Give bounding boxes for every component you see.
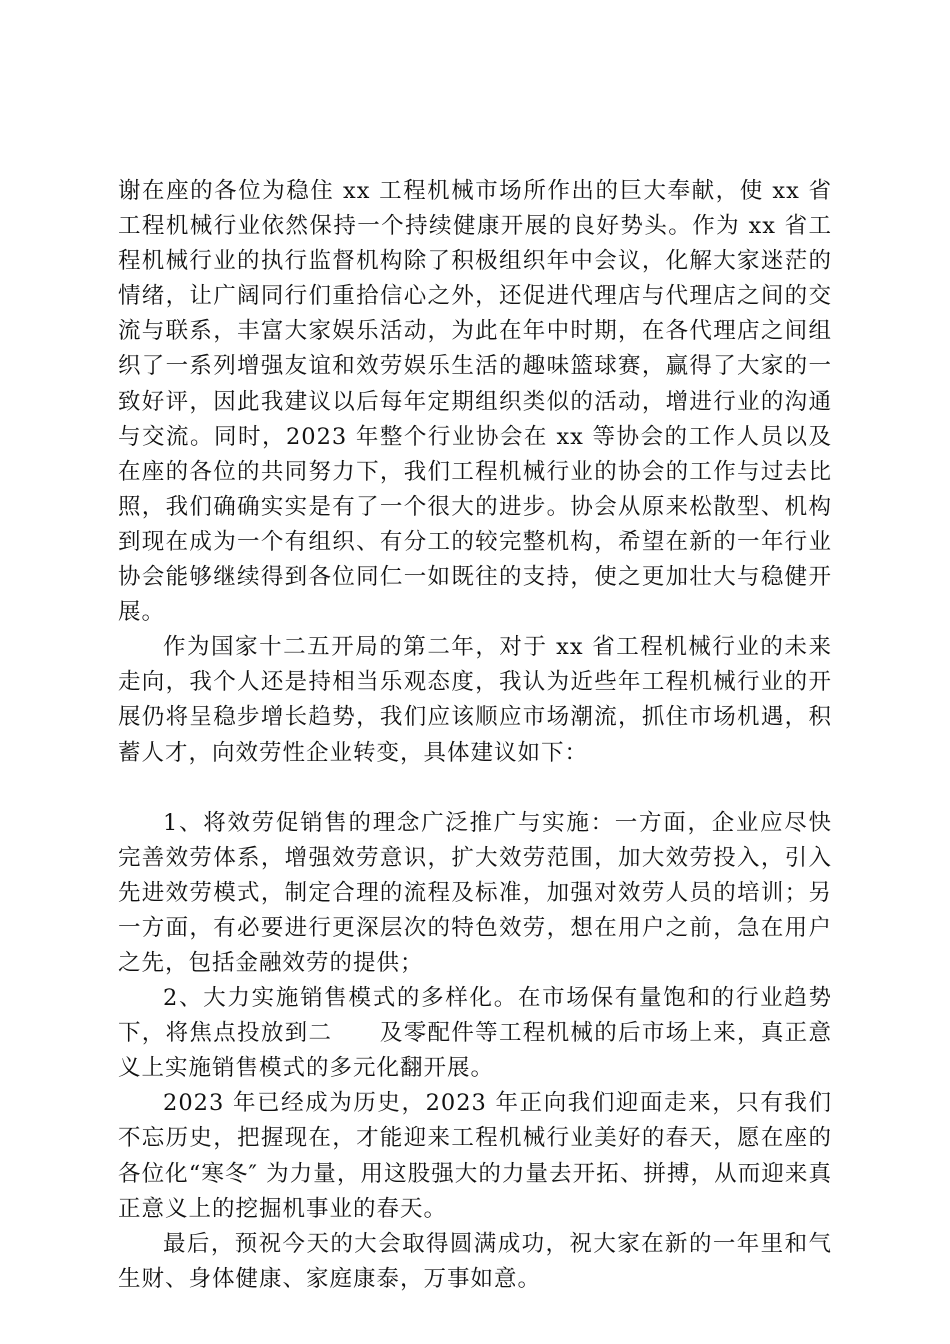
blank-line — [118, 771, 832, 806]
paragraph-suggestion-1: 1、将效劳促销售的理念广泛推广与实施：一方面，企业应尽快完善效劳体系，增强效劳意识，扩大效劳范围，加大效劳投入，引入先进效劳模式，制定合理的流程及标准，加强对效劳人员的培训；另一方面，有必要进行更深层次的特色效劳，想在用户之前，急在用户之先，包括金融效劳的提供； — [118, 809, 832, 976]
paragraph-suggestion-2: 2、大力实施销售模式的多样化。在市场保有量饱和的行业趋势下，将焦点投放到二 及零配件等工程机械的后市场上来，真正意义上实施销售模式的多元化翻开展。 — [118, 985, 832, 1082]
paragraph-closing: 最后，预祝今天的大会取得圆满成功，祝大家在新的一年里和气生财、身体健康、家庭康泰，万事如意。 — [118, 1230, 832, 1292]
paragraph-thanks: 谢在座的各位为稳住 xx 工程机械市场所作出的巨大奉献，使 xx 省工程机械行业依然保持一个持续健康开展的良好势头。作为 xx 省工程机械行业的执行监督机构除了积极组织年中会议，化解大家迷茫的情绪，让广阔同行们重拾信心之外，还促进代理店与代理店之间的交流与联系，丰富大家娱乐活动，为此在年中时期，在各代理店之间组织了一系列增强友谊和效劳娱乐生活的趣味篮球赛，赢得了大家的一致好评，因此我建议以后每年定期组织类似的活动，增进行业的沟通与交流。同时，2023 年整个行业协会在 xx 等协会的工作人员以及在座的各位的共同努力下，我们工程机械行业的协会的工作与过去比照，我们确确实实是有了一个很大的进步。协会从原来松散型、机构到现在成为一个有组织、有分工的较完整机构，希望在新的一年行业协会能够继续得到各位同仁一如既往的支持，使之更加壮大与稳健开展。 — [118, 178, 832, 626]
document-body — [118, 174, 832, 1297]
paragraph-outlook: 作为国家十二五开局的第二年，对于 xx 省工程机械行业的未来走向，我个人还是持相当乐观态度，我认为近些年工程机械行业的开展仍将呈稳步增长趋势，我们应该顺应市场潮流，抓住市场机遇，积蓄人才，向效劳性企业转变，具体建议如下： — [118, 634, 832, 766]
paragraph-history: 2023 年已经成为历史，2023 年正向我们迎面走来，只有我们不忘历史，把握现在，才能迎来工程机械行业美好的春天，愿在座的各位化“寒冬″ 为力量，用这股强大的力量去开拓、拼搏，从而迎来真正意义上的挖掘机事业的春天。 — [118, 1090, 832, 1222]
